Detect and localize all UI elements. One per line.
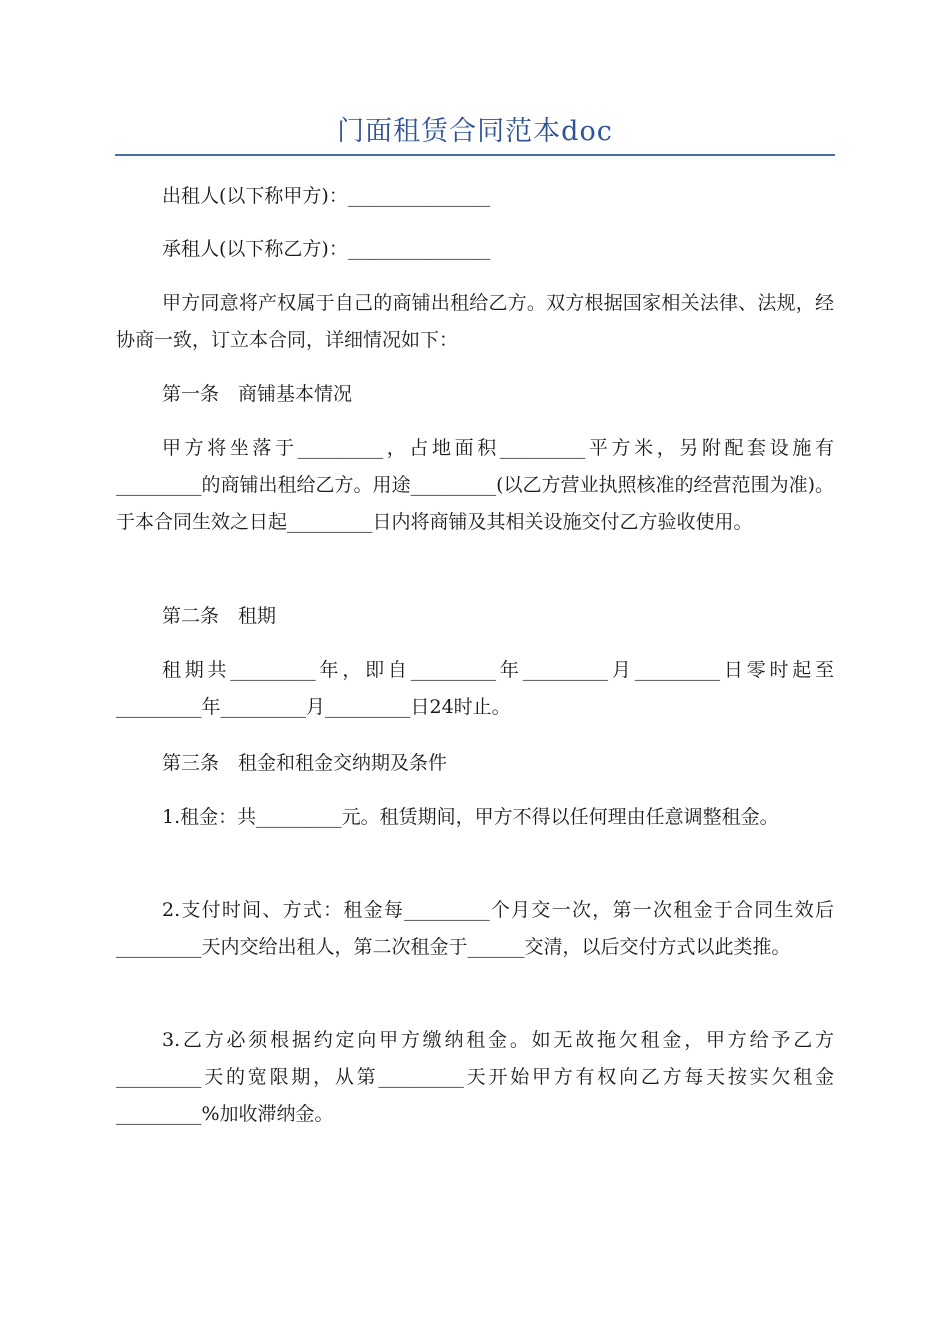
article-2-body: 租期共_________年，即自_________年_________月_________日零时起至_________年_________月_________日24时止。 (116, 659, 834, 718)
article-1-body: 甲方将坐落于_________，占地面积_________平方米，另附配套设施有_________的商铺出租给乙方。用途_________(以乙方营业执照核准的经营范围为准)。于本合同生效之日起_________日内将商铺及其相关设施交付乙方验收使用。 (116, 437, 834, 533)
intro-paragraph: 甲方同意将产权属于自己的商铺出租给乙方。双方根据国家相关法律、法规，经协商一致，订立本合同，详细情况如下： (116, 292, 834, 351)
article-3-item-1: 1.租金：共_________元。租赁期间，甲方不得以任何理由任意调整租金。 (162, 806, 779, 828)
article-3-item-3: 3.乙方必须根据约定向甲方缴纳租金。如无故拖欠租金，甲方给予乙方_________天的宽限期，从第_________天开始甲方有权向乙方每天按实欠租金_________%加收滞纳金。 (116, 1029, 834, 1125)
lessee-line: 承租人(以下称乙方)：_______________ (162, 238, 491, 260)
title-underline (115, 154, 835, 156)
article-1-heading: 第一条 商铺基本情况 (162, 383, 353, 405)
document-title: 门面租赁合同范本doc (337, 116, 613, 147)
article-3-item-2: 2.支付时间、方式：租金每_________个月交一次，第一次租金于合同生效后_________天内交给出租人，第二次租金于______交清，以后交付方式以此类推。 (116, 899, 834, 958)
lessor-line: 出租人(以下称甲方)：_______________ (162, 185, 491, 207)
article-3-heading: 第三条 租金和租金交纳期及条件 (162, 752, 448, 774)
article-2-heading: 第二条 租期 (162, 605, 277, 627)
